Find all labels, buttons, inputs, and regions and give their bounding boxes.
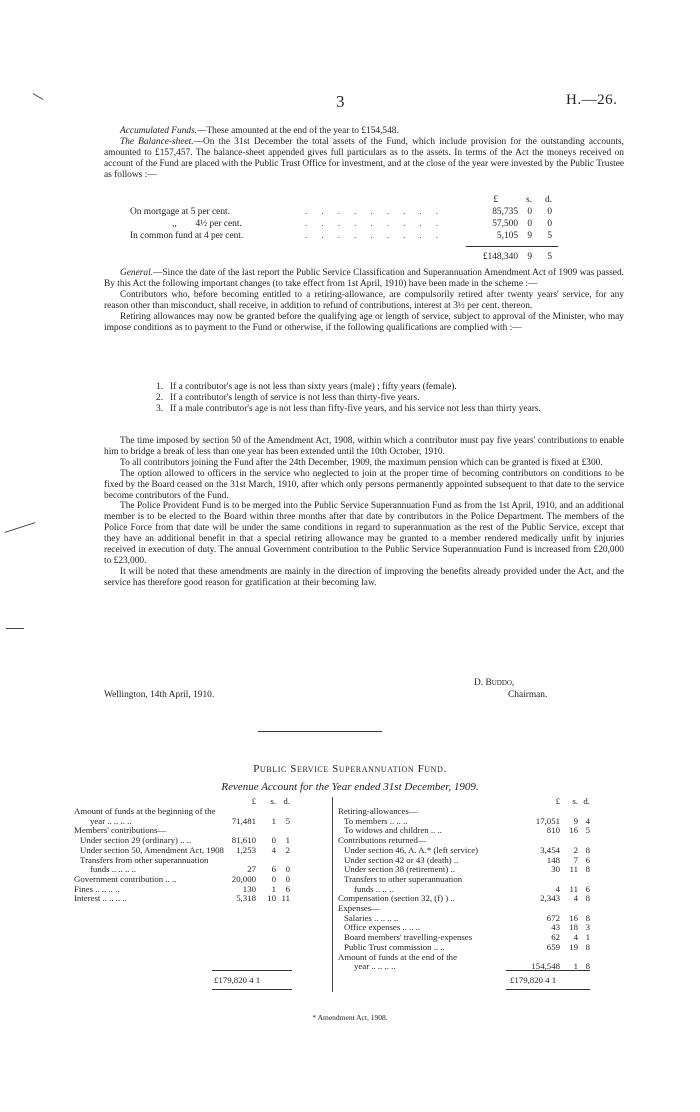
receipts-row-pounds: 71,481 [231, 815, 256, 826]
receipts-row-pounds: 5,318 [236, 893, 256, 904]
receipts-pence-header: d. [283, 796, 290, 806]
total-rule [212, 970, 292, 971]
investment-total-pence: 5 [547, 252, 552, 262]
investment-shillings: 0 [527, 219, 532, 229]
receipts-row-pence: 0 [285, 873, 290, 884]
payments-pounds-header: £ [555, 796, 560, 806]
receipts-pounds-header: £ [251, 796, 256, 806]
payments-row-label: funds .. .. .. [354, 883, 394, 894]
general-label: General. [120, 268, 154, 278]
investment-pounds: 5,105 [496, 231, 518, 241]
page-number: 3 [336, 92, 345, 111]
receipts-shillings-header: s. [270, 796, 276, 806]
payments-row-label: Public Trust commission .. .. [344, 941, 445, 952]
general-paragraph: To all contributors joining the Fund after the 24th December, 1909, the maximum pension which can be granted is fixed at £300. [120, 457, 603, 468]
payments-row-pounds: 672 [546, 912, 560, 923]
investment-row: On mortgage at 5 per cent. ......... [130, 207, 453, 217]
payments-row-pence: 8 [585, 864, 590, 875]
investment-label: In common fund at 4 per cent. [130, 231, 244, 241]
payments-row-shillings: 11 [569, 883, 578, 894]
investment-label: On mortgage at 5 per cent. [130, 207, 230, 217]
payments-row-label: Retiring-allowances— [338, 806, 418, 816]
investment-pence: 0 [547, 219, 552, 229]
investment-label: ,, 4½ per cent. [172, 219, 242, 229]
list-item: 2. If a contributor's length of service is not less than thirty-five years. [156, 392, 420, 403]
payments-row-label: Amount of funds at the end of the [338, 951, 457, 962]
accumulated-label: Accumulated Funds. [120, 126, 198, 136]
account-title: Public Service Superannuation Fund. [253, 763, 447, 775]
payments-row-label: Salaries .. .. .. .. [344, 912, 399, 923]
account-subtitle: Revenue Account for the Year ended 31st December, 1909. [221, 781, 479, 793]
payments-row-label: Under section 42 or 43 (death) .. [344, 854, 459, 865]
payments-row-pounds: 30 [551, 864, 560, 875]
payments-row-pounds: 810 [546, 825, 560, 836]
column-divider [332, 797, 333, 992]
receipts-row-shillings: 1 [271, 815, 276, 826]
payments-row-label: year .. .. .. .. [354, 961, 396, 972]
payments-row-shillings: 11 [569, 864, 578, 875]
receipts-row-shillings: 6 [271, 864, 276, 875]
payments-row-label: Under section 38 (retirement) .. [344, 864, 455, 875]
payments-row-shillings: 4 [573, 932, 578, 943]
payments-row-label: Contributions returned— [338, 835, 427, 846]
receipts-row-label: funds .. .. .. .. [90, 864, 136, 875]
receipts-row-shillings: 0 [271, 835, 276, 846]
payments-row-pounds: 148 [546, 854, 560, 865]
payments-row-pounds: 62 [551, 932, 560, 943]
receipts-row-pence: 0 [285, 864, 290, 875]
receipts-row-pence: 2 [285, 844, 290, 855]
receipts-row-pounds: 130 [242, 883, 256, 894]
place-date: Wellington, 14th April, 1910. [104, 690, 215, 700]
balance-label: The Balance-sheet. [120, 136, 194, 147]
payments-row-shillings: 7 [573, 854, 578, 865]
receipts-row-pounds: 20,000 [231, 873, 256, 884]
receipts-row-pounds: 1,253 [236, 844, 256, 855]
payments-row-pence: 4 [585, 815, 590, 826]
investment-shillings: 0 [527, 207, 532, 217]
payments-row-pence: 8 [585, 941, 590, 952]
investment-row: ,, 4½ per cent. ......... [172, 219, 453, 229]
pence-header: d. [544, 195, 552, 205]
payments-row-label: Board members' travelling-expenses [344, 932, 473, 943]
general-paragraph: —Since the date of the last report the Public Service Classification and Superannuation Amendment Act of 1909 was passed. By this Act the following important changes (to take effect from 1st April, 1910) have been made in the scheme :— [104, 268, 624, 289]
payments-row-pounds: 4 [555, 883, 560, 894]
general-paragraph: The Police Provident Fund is to be merged into the Public Service Superannuation Fund as from the 1st April, 1910, and an additional member is to be elected to the Board within three months after that date by contributors in the Police Department. The members of the Police Force from that date will be under the same conditions in regard to superannuation as the rest of the Public Service, except that they have an additional benefit in that a special retiring allowance may be granted to a member rendered medically unfit by injuries received in execution of duty. The annual Government contribution to the Public Service Superannuation Fund is increased from £20,000 to £23,000. [104, 501, 624, 566]
receipts-row-pence: 6 [285, 883, 290, 894]
investment-row: In common fund at 4 per cent. ......... [130, 231, 453, 241]
receipts-row-label: year .. .. .. .. [90, 815, 132, 826]
payments-row-pounds: 154,548 [531, 961, 560, 972]
general-paragraph: The time imposed by section 50 of the Amendment Act, 1908, within which a contributor must pay five years' contributions to enable him to bridge a break of less than one year has been extended until the 10th October, 1910. [104, 436, 624, 457]
signature-title: Chairman. [508, 690, 548, 700]
payments-row-shillings: 19 [569, 941, 578, 952]
receipts-row-label: Under section 50, Amendment Act, 1908 [80, 844, 224, 855]
payments-row-pounds: 3,454 [540, 844, 560, 855]
payments-row-pounds: 43 [551, 922, 560, 933]
receipts-row-pence: 5 [285, 815, 290, 826]
pounds-header: £ [493, 195, 498, 205]
payments-row-pence: 5 [585, 825, 590, 836]
general-paragraph: Retiring allowances may now be granted before the qualifying age or length of service, subject to approval of the Minister, who may impose conditions as to payment to the Fund or otherwise, if the following qualifications are complied with :— [104, 311, 624, 333]
receipts-row-label: Interest .. .. .. .. [74, 893, 127, 904]
payments-row-label: Compensation (section 32, (f) ) .. [338, 893, 455, 904]
payments-row-pence: 6 [585, 883, 590, 894]
receipts-row-label: Under section 29 (ordinary) .. .. [80, 835, 192, 846]
payments-row-pence: 3 [585, 922, 590, 933]
payments-row-shillings: 1 [573, 961, 578, 972]
accumulated-text: —These amounted at the end of the year to £154,548. [197, 126, 399, 136]
document-code: H.—26. [566, 92, 618, 108]
payments-row-pounds: 17,051 [535, 815, 560, 826]
payments-row-pence: 8 [585, 893, 590, 904]
receipts-row-pounds: 27 [247, 864, 256, 875]
payments-pence-header: d. [583, 796, 590, 806]
investment-shillings: 9 [527, 231, 532, 241]
receipts-row-pence: 1 [285, 835, 290, 846]
payments-row-pounds: 2,343 [540, 893, 560, 904]
payments-row-pence: 8 [585, 912, 590, 923]
footnote: * Amendment Act, 1908. [312, 1013, 388, 1022]
total-rule [506, 970, 590, 971]
payments-row-label: To widows and children .. .. [344, 825, 442, 836]
payments-row-shillings: 4 [573, 893, 578, 904]
payments-total: £179,820 4 1 [510, 975, 557, 985]
receipts-row-shillings: 1 [271, 883, 276, 894]
payments-row-shillings: 16 [569, 912, 578, 923]
receipts-row-pounds: 81,610 [231, 835, 256, 846]
list-item: 1. If a contributor's age is not less than sixty years (male) ; fifty years (female). [156, 382, 457, 392]
receipts-row-label: Government contribution .. .. [74, 873, 177, 884]
receipts-row-shillings: 4 [271, 844, 276, 855]
payments-row-pence: 8 [585, 961, 590, 972]
general-paragraph: The option allowed to officers in the service who neglected to join at the proper time of becoming contributors on conditions to be fixed by the Board ceased on the 31st March, 1910, after which only persons permanently appointed subsequent to that date to the service become contributors of the Fund. [104, 468, 624, 501]
payments-row-label: Transfers to other superannuation [344, 873, 463, 884]
payments-row-label: Office expenses .. .. .. [344, 922, 421, 933]
receipts-row-shillings: 10 [267, 893, 276, 904]
list-item: 3. If a male contributor's age is not less than fifty-five years, and his service not less than thirty years. [156, 403, 541, 414]
payments-row-pounds: 659 [546, 941, 560, 952]
payments-shillings-header: s. [572, 796, 578, 806]
balance-text: —On the 31st December the total assets of the Fund, which include provision for the outstanding accounts, amounted to £157,457. The balance-sheet appended gives full particulars as to the assets. In terms of the Act the moneys received on account of the Fund are placed with the Public Trust Office for investment, and at the close of the year were invested by the Public Trustee as follows :— [104, 136, 625, 180]
payments-row-label: Expenses— [338, 903, 381, 913]
general-paragraph: Contributors who, before becoming entitled to a retiring-allowance, are compulsorily retired after twenty years' service, for any reason other than misconduct, shall receive, in addition to refund of contributions, interest at 3½ per cent. thereon. [104, 289, 624, 311]
investment-pounds: 57,500 [492, 219, 518, 229]
payments-row-label: To members .. .. .. [344, 815, 408, 826]
general-paragraph: It will be noted that these amendments are mainly in the direction of improving the benefits already provided under the Act, and the service has therefore good reason for gratification at their becoming law. [104, 566, 624, 588]
receipts-row-label: Transfers from other superannuation [80, 854, 209, 865]
payments-row-pence: 6 [585, 854, 590, 865]
receipts-row-shillings: 0 [271, 873, 276, 884]
total-rule [506, 989, 590, 990]
receipts-row-pence: 11 [281, 893, 290, 904]
payments-row-shillings: 2 [573, 844, 578, 855]
payments-row-shillings: 16 [569, 825, 578, 836]
investment-total-pounds: £148,340 [482, 252, 518, 262]
receipts-row-label: Amount of funds at the beginning of the [74, 806, 216, 816]
investment-pounds: 85,735 [492, 207, 518, 217]
signature-name: D. Buddo, [474, 678, 515, 688]
receipts-row-label: Fines .. .. .. .. [74, 883, 120, 894]
payments-row-shillings: 18 [569, 922, 578, 933]
payments-row-shillings: 9 [573, 815, 578, 826]
investment-pence: 0 [547, 207, 552, 217]
payments-row-label: Under section 46, A. A.* (left service) [344, 844, 479, 855]
receipts-total: £179,820 4 1 [214, 975, 261, 985]
shillings-header: s. [526, 195, 532, 205]
investment-pence: 5 [547, 231, 552, 241]
payments-row-pence: 8 [585, 844, 590, 855]
investment-total-shillings: 9 [527, 252, 532, 262]
payments-row-pence: 1 [585, 932, 590, 943]
receipts-row-label: Members' contributions— [74, 825, 167, 836]
total-rule [212, 989, 292, 990]
